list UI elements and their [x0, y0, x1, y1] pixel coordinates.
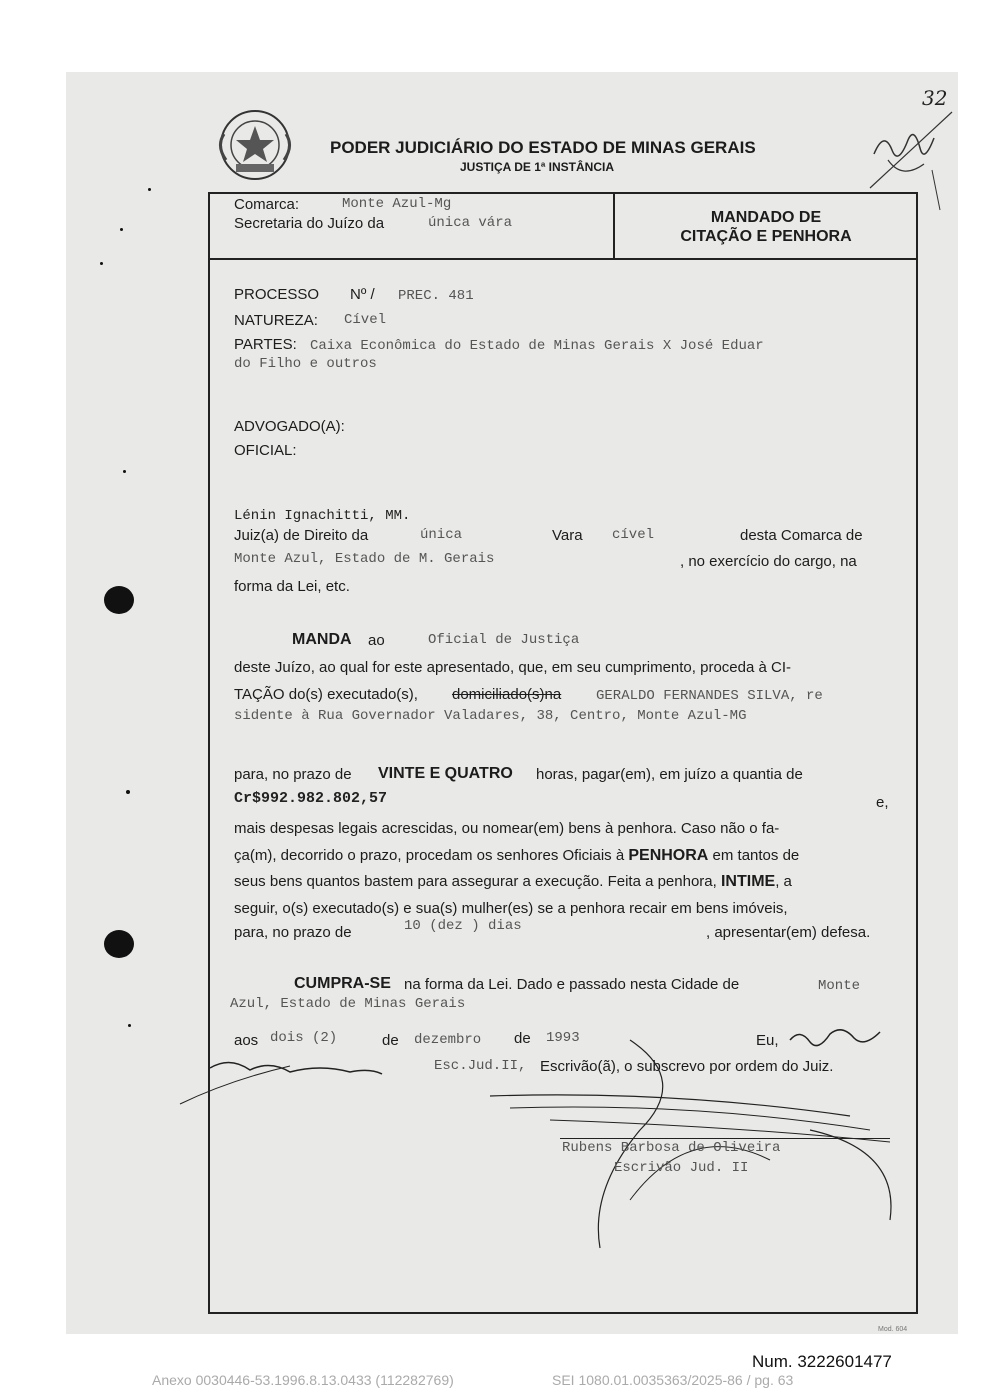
secretaria-value: única vára: [428, 215, 513, 231]
advogado-label: ADVOGADO(A):: [234, 418, 345, 435]
manda-line-2-text: TAÇÃO do(s) executado(s),: [234, 686, 418, 703]
payment-intime: INTIME: [720, 873, 776, 890]
payment-line-2-end: em tantos de: [712, 847, 800, 864]
payment-e: e,: [876, 794, 889, 811]
page-title: PODER JUDICIÁRIO DO ESTADO DE MINAS GERAIS: [330, 138, 756, 157]
judge-name: Lénin Ignachitti, MM.: [234, 508, 411, 524]
speck: [128, 1024, 131, 1027]
vara-label: Vara: [552, 527, 583, 544]
closing-year-value: 1993: [546, 1030, 580, 1046]
natureza-label: NATUREZA:: [234, 312, 318, 329]
secretaria-label: Secretaria do Juízo da: [234, 215, 385, 232]
payment-horas: horas, pagar(em), em juízo a quantia de: [536, 766, 803, 783]
cumpra-se-label: CUMPRA-SE: [294, 975, 391, 992]
closing-aos: aos: [234, 1032, 259, 1049]
signature-name: Rubens Barbosa de Oliveira: [562, 1140, 781, 1156]
manda-line-1: deste Juízo, ao qual for este apresentado, que, em seu cumprimento, proceda à CI-: [234, 659, 791, 676]
payment-line-5-text: para, no prazo de: [234, 924, 352, 941]
payment-line-3: [234, 873, 792, 891]
speck: [100, 262, 103, 265]
closing-date-value: dois (2): [270, 1030, 338, 1046]
manda-line-2-strikethrough: domiciliado(s)na: [452, 686, 562, 703]
payment-para: para, no prazo de: [234, 766, 352, 783]
payment-vinte-quatro: VINTE E QUATRO: [378, 765, 513, 782]
punch-hole: [104, 930, 134, 958]
header-box-vertical-divider: [613, 192, 615, 259]
partes-value-line-1: Caixa Econômica do Estado de Minas Gerais X José Eduar: [310, 338, 764, 354]
oficial-label: OFICIAL:: [234, 442, 297, 459]
payment-line-3-end: , a: [775, 873, 792, 890]
payment-line-2-text: ça(m), decorrido o prazo, procedam os senhores Oficiais à: [234, 847, 625, 864]
closing-month-value: dezembro: [414, 1032, 482, 1048]
signature-role: Escrivão Jud. II: [614, 1160, 749, 1176]
document-type-line-1: MANDADO DE: [710, 209, 822, 226]
partes-value-line-2: do Filho e outros: [234, 356, 377, 372]
closing-de-2: de: [514, 1030, 531, 1047]
form-model-number: Mod. 604: [878, 1326, 908, 1333]
manda-oficial-value: Oficial de Justiça: [428, 632, 580, 648]
document-type: [626, 208, 906, 246]
speck: [120, 228, 123, 231]
speck: [126, 790, 130, 794]
manda-label: MANDA: [292, 631, 352, 648]
natureza-value: Cível: [344, 312, 387, 328]
closing-eu: Eu,: [756, 1032, 779, 1049]
processo-number-label: Nº /: [350, 286, 375, 303]
manda-ao: ao: [368, 632, 385, 649]
exercicio-text: , no exercício do cargo, na: [680, 553, 857, 570]
executado-name: GERALDO FERNANDES SILVA, re: [596, 688, 823, 704]
processo-label: PROCESSO: [234, 286, 320, 303]
document-number: Num. 3222601477: [752, 1352, 892, 1371]
forma-text: forma da Lei, etc.: [234, 578, 350, 595]
payment-amount: Cr$992.982.802,57: [234, 790, 388, 807]
vara-value: cível: [612, 527, 655, 543]
payment-line-3-text: seus bens quantos bastem para assegurar a execução. Feita a penhora,: [234, 873, 717, 890]
handwritten-signature: [170, 1020, 910, 1250]
header-box-divider: [208, 258, 918, 260]
juiz-value: única: [420, 527, 463, 543]
closing-city-1: Monte: [818, 978, 861, 994]
payment-line-5-end: , apresentar(em) defesa.: [706, 924, 871, 941]
closing-de-1: de: [382, 1032, 399, 1049]
payment-penhora: PENHORA: [628, 847, 709, 864]
closing-city-2: Azul, Estado de Minas Gerais: [230, 996, 466, 1012]
payment-line-4: seguir, o(s) executado(s) e sua(s) mulher(es) se a penhora recair em bens imóveis,: [234, 900, 788, 917]
page-number-handwritten: 32: [922, 86, 948, 110]
processo-value: PREC. 481: [398, 288, 474, 304]
executado-address: sidente à Rua Governador Valadares, 38, Centro, Monte Azul-MG: [234, 708, 747, 724]
closing-esc-value: Esc.Jud.II,: [434, 1058, 527, 1074]
document-type-line-2: CITAÇÃO E PENHORA: [680, 228, 852, 245]
partes-label: PARTES:: [234, 336, 297, 353]
comarca-text: desta Comarca de: [740, 527, 863, 544]
place-value: Monte Azul, Estado de M. Gerais: [234, 551, 495, 567]
page-subtitle: JUSTIÇA DE 1ª INSTÂNCIA: [460, 160, 615, 174]
juiz-label: Juiz(a) de Direito da: [234, 527, 369, 544]
comarca-value: Monte Azul-Mg: [342, 196, 452, 212]
speck: [123, 470, 126, 473]
footer-sei: SEI 1080.01.0035363/2025-86 / pg. 63: [552, 1372, 794, 1388]
signature-line: [560, 1138, 890, 1139]
footer-anexo: Anexo 0030446-53.1996.8.13.0433 (112282769): [152, 1372, 454, 1388]
closing-escrivao-text: Escrivão(ã), o subscrevo por ordem do Juiz.: [540, 1058, 834, 1075]
payment-line-1: mais despesas legais acrescidas, ou nomear(em) bens à penhora. Caso não o fa-: [234, 820, 780, 837]
payment-line-2: [234, 847, 799, 865]
punch-hole: [104, 586, 134, 614]
coat-of-arms-seal-icon: [212, 104, 298, 186]
comarca-label: Comarca:: [234, 196, 300, 213]
defense-days-value: 10 (dez ) dias: [404, 918, 522, 934]
closing-line-1: na forma da Lei. Dado e passado nesta Cidade de: [404, 976, 740, 993]
speck: [148, 188, 151, 191]
